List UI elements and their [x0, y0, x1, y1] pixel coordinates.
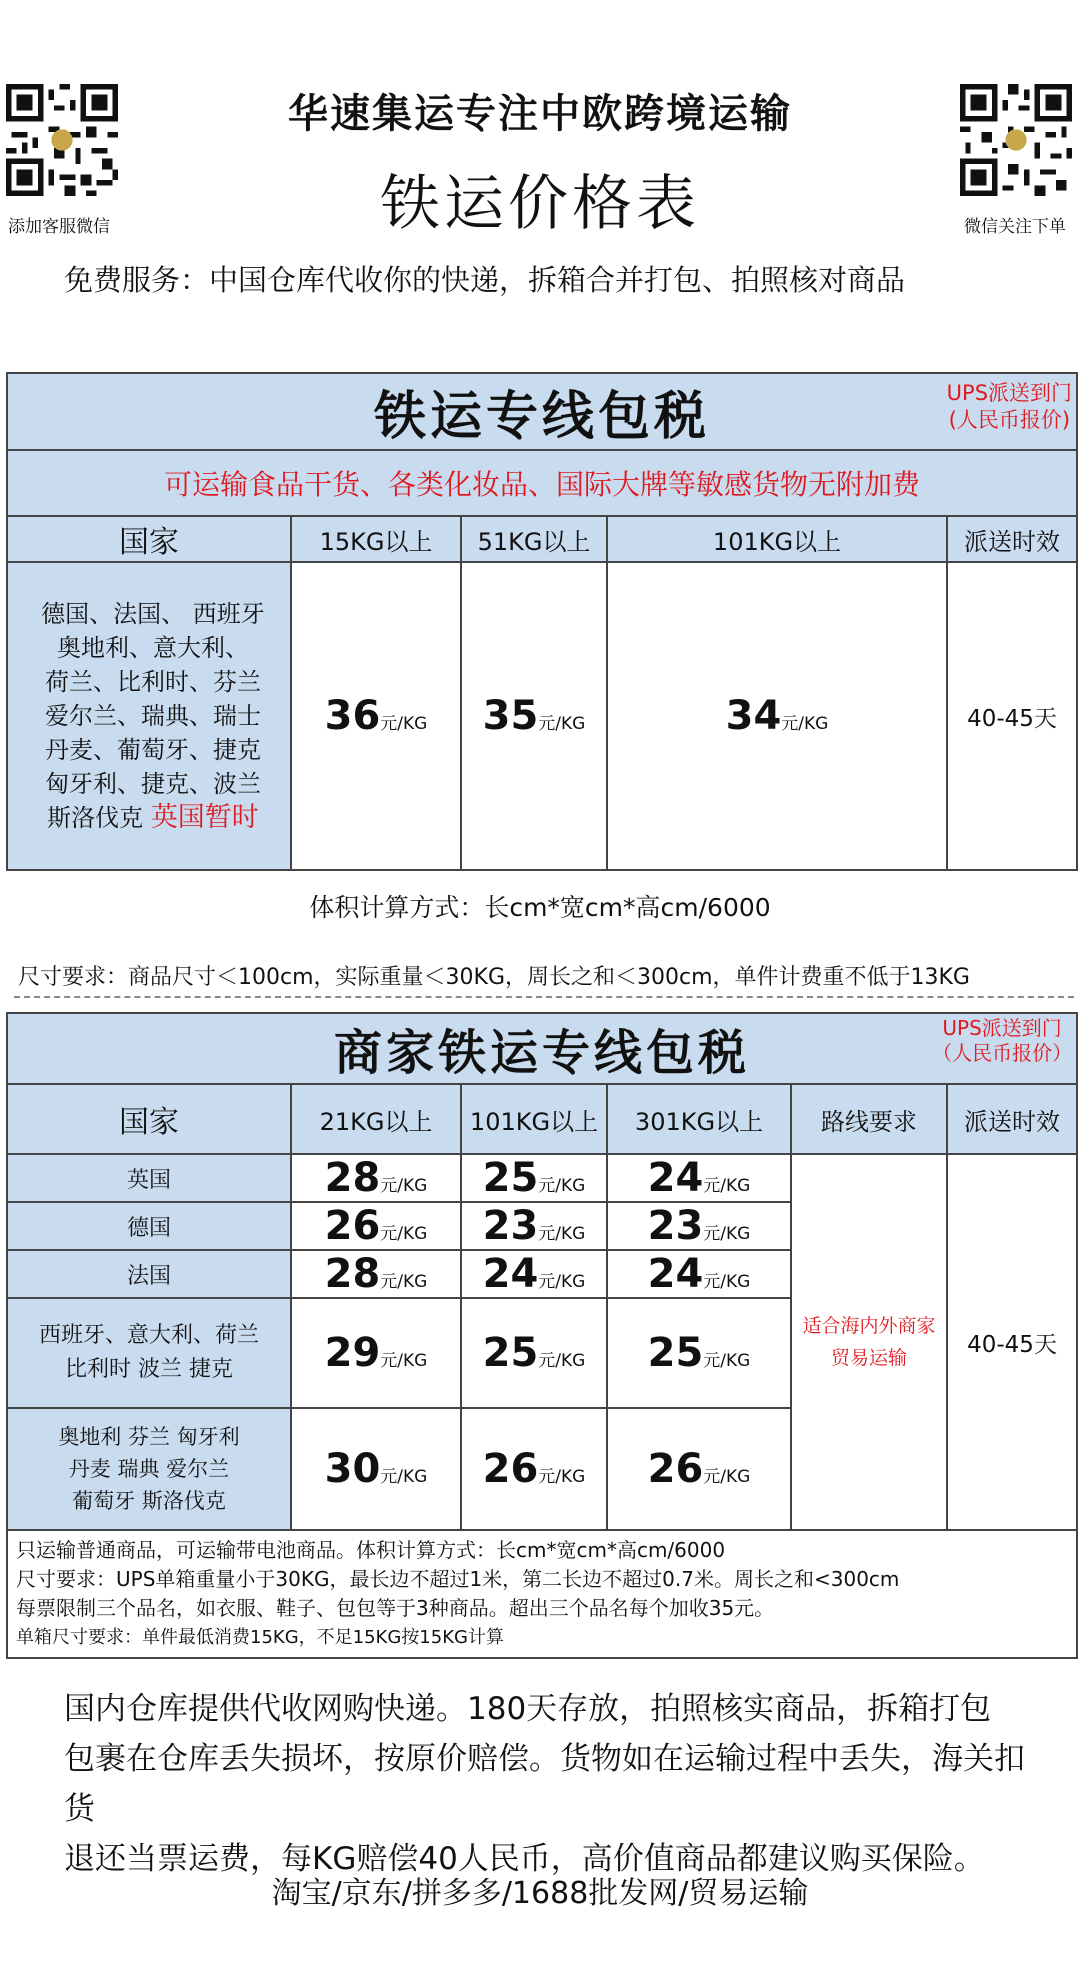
price-cell	[461, 1298, 607, 1408]
country-line: 丹麦、葡萄牙、捷克	[45, 736, 261, 764]
price-cell	[291, 1298, 461, 1408]
price-unit: 元/KG	[781, 714, 829, 734]
uk-temporary-note: 英国暂时	[150, 802, 259, 833]
route-requirement	[791, 1154, 947, 1530]
note-line: 尺寸要求：UPS单箱重量小于30KG，最长边不超过1米，第二长边不超过0.7米。周长之和<300cm	[16, 1567, 900, 1591]
price-value: 26	[324, 1203, 381, 1249]
price-cell	[607, 1250, 791, 1298]
price-cell-15kg	[291, 562, 461, 870]
country-line: 德国、法国、 西班牙	[41, 600, 265, 628]
price-unit: 元/KG	[380, 714, 428, 734]
country-line: 比利时 波兰 捷克	[65, 1357, 233, 1382]
price-unit: 元/KG	[703, 1351, 751, 1371]
country-line: 匈牙利、捷克、波兰	[45, 770, 261, 798]
price-value: 25	[482, 1155, 539, 1201]
price-value: 36	[324, 693, 381, 739]
note-line: 每票限制三个品名，如衣服、鞋子、包包等于3种商品。超出三个品名每个加收35元。	[16, 1596, 775, 1620]
price-value: 35	[482, 693, 539, 739]
divider	[14, 996, 1074, 998]
table2-header-101kg: 101KG以上	[461, 1084, 607, 1154]
price-value: 28	[324, 1251, 381, 1297]
table2-header-301kg: 301KG以上	[607, 1084, 791, 1154]
terms-line: 退还当票运费，每KG赔偿40人民币，高价值商品都建议购买保险。	[64, 1841, 985, 1877]
price-unit: 元/KG	[538, 1176, 586, 1196]
table2-notes	[7, 1530, 1077, 1658]
price-value: 26	[482, 1446, 539, 1492]
price-value: 24	[647, 1251, 704, 1297]
table1-side-note	[947, 380, 1072, 434]
table1-header-51kg: 51KG以上	[461, 516, 607, 562]
row-country	[7, 1408, 291, 1530]
price-value: 28	[324, 1155, 381, 1201]
price-value: 25	[482, 1330, 539, 1376]
price-unit: 元/KG	[703, 1224, 751, 1244]
terms-line: 包裹在仓库丢失损坏，按原价赔偿。货物如在运输过程中丢失，海关扣货	[64, 1741, 1025, 1827]
row-country: 英国	[7, 1154, 291, 1202]
table2-side-note	[932, 1016, 1072, 1066]
table2-header-time: 派送时效	[947, 1084, 1077, 1154]
table1-header-101kg: 101KG以上	[607, 516, 947, 562]
footer-platforms: 淘宝/京东/拼多多/1688批发网/贸易运输	[271, 1876, 809, 1911]
price-value: 34	[725, 693, 782, 739]
price-unit: 元/KG	[703, 1176, 751, 1196]
table1-header-time: 派送时效	[947, 516, 1077, 562]
note-line: 只运输普通商品，可运输带电池商品。体积计算方式：长cm*宽cm*高cm/6000	[16, 1538, 726, 1562]
note-line: 单箱尺寸要求：单件最低消费15KG，不足15KG按15KG计算	[16, 1627, 504, 1648]
country-line: 丹麦 瑞典 爱尔兰	[68, 1457, 230, 1481]
page-title: 铁运价格表	[380, 169, 700, 239]
price-unit: 元/KG	[703, 1272, 751, 1292]
table1-title: 铁运专线包税	[374, 387, 711, 447]
price-unit: 元/KG	[703, 1467, 751, 1487]
table2-header-route: 路线要求	[791, 1084, 947, 1154]
price-cell	[461, 1408, 607, 1530]
merchant-rail-price-table	[6, 1012, 1078, 1659]
price-cell	[607, 1154, 791, 1202]
free-service-text: 免费服务：中国仓库代收你的快递，拆箱合并打包、拍照核对商品	[64, 263, 906, 297]
price-value: 29	[324, 1330, 381, 1376]
table2-title-cell	[7, 1013, 1077, 1084]
table1-side-note-line2: (人民币报价)	[948, 408, 1071, 432]
price-cell	[291, 1202, 461, 1250]
table1-header-15kg: 15KG以上	[291, 516, 461, 562]
row-country	[7, 1298, 291, 1408]
table1-header-country: 国家	[7, 516, 291, 562]
table1-subtitle: 可运输食品干货、各类化妆品、国际大牌等敏感货物无附加费	[7, 450, 1077, 516]
price-value: 26	[647, 1446, 704, 1492]
price-unit: 元/KG	[380, 1351, 428, 1371]
route-line: 适合海内外商家	[802, 1315, 936, 1337]
country-line: 西班牙、意大利、荷兰	[38, 1323, 259, 1348]
table1-side-note-line1: UPS派送到门	[946, 381, 1073, 405]
price-unit: 元/KG	[538, 1467, 586, 1487]
size-requirement-note: 尺寸要求：商品尺寸＜100cm，实际重量＜30KG，周长之和＜300cm，单件计费重不低于13KG	[18, 965, 970, 990]
right-qr-caption: 微信关注下单	[964, 217, 1066, 237]
table2-side-note-line2: （人民币报价）	[932, 1041, 1073, 1065]
price-unit: 元/KG	[538, 714, 586, 734]
price-cell	[607, 1408, 791, 1530]
price-cell	[291, 1250, 461, 1298]
brand-heading: 华速集运专注中欧跨境运输	[288, 91, 792, 137]
table2-header-21kg: 21KG以上	[291, 1084, 461, 1154]
price-value: 30	[324, 1446, 381, 1492]
table1-title-cell	[7, 373, 1077, 450]
price-unit: 元/KG	[380, 1176, 428, 1196]
volume-formula-note: 体积计算方式：长cm*宽cm*高cm/6000	[309, 893, 771, 922]
table2-title: 商家铁运专线包税	[334, 1025, 751, 1081]
table1-countries	[7, 562, 291, 870]
delivery-time: 40-45天	[947, 562, 1077, 870]
price-unit: 元/KG	[380, 1467, 428, 1487]
price-value: 23	[482, 1203, 539, 1249]
country-line: 葡萄牙 斯洛伐克	[72, 1489, 226, 1513]
price-cell	[461, 1250, 607, 1298]
price-cell	[607, 1202, 791, 1250]
row-country: 法国	[7, 1250, 291, 1298]
country-line: 奥地利、意大利、	[57, 634, 249, 662]
country-last: 斯洛伐克	[47, 804, 144, 832]
price-unit: 元/KG	[538, 1351, 586, 1371]
country-line: 奥地利 芬兰 匈牙利	[58, 1425, 240, 1449]
country-line: 荷兰、比利时、芬兰	[45, 668, 261, 696]
table2-side-note-line1: UPS派送到门	[942, 1016, 1062, 1040]
price-value: 23	[647, 1203, 704, 1249]
table-row	[7, 1154, 1077, 1202]
left-qr-caption: 添加客服微信	[8, 217, 110, 237]
price-value: 24	[647, 1155, 704, 1201]
price-cell	[461, 1154, 607, 1202]
terms-line: 国内仓库提供代收网购快递。180天存放，拍照核实商品，拆箱打包	[64, 1691, 992, 1727]
table2-delivery-time: 40-45天	[947, 1154, 1077, 1530]
rail-price-table	[6, 372, 1078, 871]
country-line: 爱尔兰、瑞典、瑞士	[45, 702, 261, 730]
price-cell	[607, 1298, 791, 1408]
price-value: 24	[482, 1251, 539, 1297]
route-line: 贸易运输	[830, 1347, 907, 1369]
country-line	[16, 801, 290, 835]
price-unit: 元/KG	[538, 1272, 586, 1292]
price-value: 25	[647, 1330, 704, 1376]
table2-header-country: 国家	[7, 1084, 291, 1154]
price-cell-51kg	[461, 562, 607, 870]
price-cell	[291, 1154, 461, 1202]
service-terms	[64, 1684, 1054, 1884]
price-cell	[461, 1202, 607, 1250]
price-unit: 元/KG	[380, 1224, 428, 1244]
price-cell	[291, 1408, 461, 1530]
price-unit: 元/KG	[380, 1272, 428, 1292]
price-unit: 元/KG	[538, 1224, 586, 1244]
price-cell-101kg	[607, 562, 947, 870]
row-country: 德国	[7, 1202, 291, 1250]
